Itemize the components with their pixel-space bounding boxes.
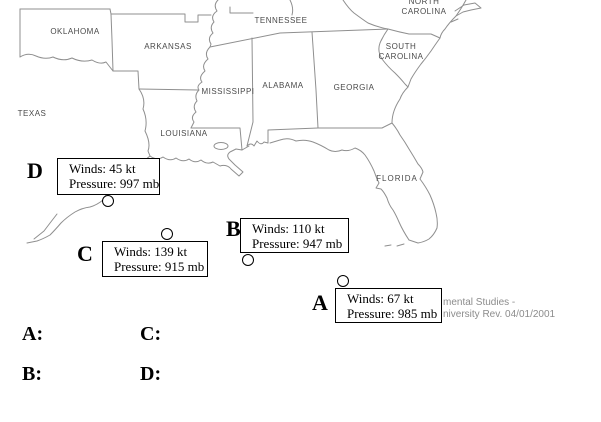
winds-value-d: Winds: 45 kt xyxy=(69,161,136,176)
credit-line1: mental Studies - xyxy=(443,297,516,308)
border-florida-north xyxy=(268,123,392,143)
state-label-arkansas: ARKANSAS xyxy=(144,42,192,51)
outer-banks-cape xyxy=(451,3,481,22)
border-alabama-georgia xyxy=(312,32,318,128)
state-label-mississippi: MISSISSIPPI xyxy=(201,87,255,96)
storm-info-box-c xyxy=(102,241,208,277)
border-oklahoma-east xyxy=(110,9,113,71)
pressure-value-a: Pressure: 985 mb xyxy=(347,306,438,321)
state-label-louisiana: LOUISIANA xyxy=(160,129,208,138)
credit-line2: niversity Rev. 04/01/2001 xyxy=(443,309,556,320)
state-label-north-carolina-line2: CAROLINA xyxy=(401,7,447,16)
answer-blank-c: C: xyxy=(140,323,162,345)
pressure-value-d: Pressure: 997 mb xyxy=(69,176,160,191)
marker-letter-b: B xyxy=(226,216,241,241)
storm-info-box-a xyxy=(335,288,442,323)
state-label-south-carolina-line1: SOUTH xyxy=(385,42,417,51)
state-label-tennessee: TENNESSEE xyxy=(254,16,308,25)
state-label-georgia: GEORGIA xyxy=(333,83,375,92)
answer-blank-b: B: xyxy=(22,363,42,385)
border-texas-arkansas xyxy=(113,71,139,89)
atlantic-coastline xyxy=(392,0,466,243)
lake-pontchartrain xyxy=(214,143,228,150)
red-river-border xyxy=(20,54,113,71)
texas-barrier-lagoon xyxy=(34,214,57,239)
winds-value-a: Winds: 67 kt xyxy=(347,291,414,306)
state-label-oklahoma: OKLAHOMA xyxy=(50,27,100,36)
mobile-bay-coast xyxy=(247,141,268,146)
storm-position-circle-a xyxy=(337,275,349,287)
state-label-florida: FLORIDA xyxy=(376,174,418,183)
border-tennessee-south xyxy=(210,29,388,47)
storm-position-circle-d xyxy=(102,195,114,207)
answer-blank-d: D: xyxy=(140,363,162,385)
storm-position-circle-b xyxy=(242,254,254,266)
florida-keys xyxy=(385,244,404,246)
border-tennessee-northcarolina xyxy=(343,0,388,29)
credit-text xyxy=(443,297,555,321)
storm-position-circle-c xyxy=(161,228,173,240)
winds-value-c: Winds: 139 kt xyxy=(114,244,188,259)
marker-letter-d: D xyxy=(27,158,43,183)
border-arkansas-louisiana xyxy=(139,89,198,90)
mississippi-coast xyxy=(242,146,249,150)
louisiana-delta-coast xyxy=(150,149,243,176)
pressure-value-c: Pressure: 915 mb xyxy=(114,259,205,274)
state-label-north-carolina-line1: NORTH xyxy=(408,0,440,6)
winds-value-b: Winds: 110 kt xyxy=(252,221,325,236)
state-label-south-carolina-line2: CAROLINA xyxy=(378,52,424,61)
border-northcarolina-southcarolina xyxy=(388,29,440,38)
storm-info-box-b xyxy=(240,218,349,253)
answer-blank-a: A: xyxy=(22,323,44,345)
border-texas-louisiana xyxy=(139,89,150,156)
kentucky-border-fragment xyxy=(230,0,293,15)
storm-info-box-d xyxy=(57,158,160,195)
border-arkansas-north xyxy=(111,14,211,22)
state-label-alabama: ALABAMA xyxy=(262,81,304,90)
state-label-texas: TEXAS xyxy=(17,109,47,118)
pressure-value-b: Pressure: 947 mb xyxy=(252,236,343,251)
mississippi-river xyxy=(191,0,218,128)
marker-letter-a: A xyxy=(312,290,328,315)
marker-letter-c: C xyxy=(77,241,93,266)
